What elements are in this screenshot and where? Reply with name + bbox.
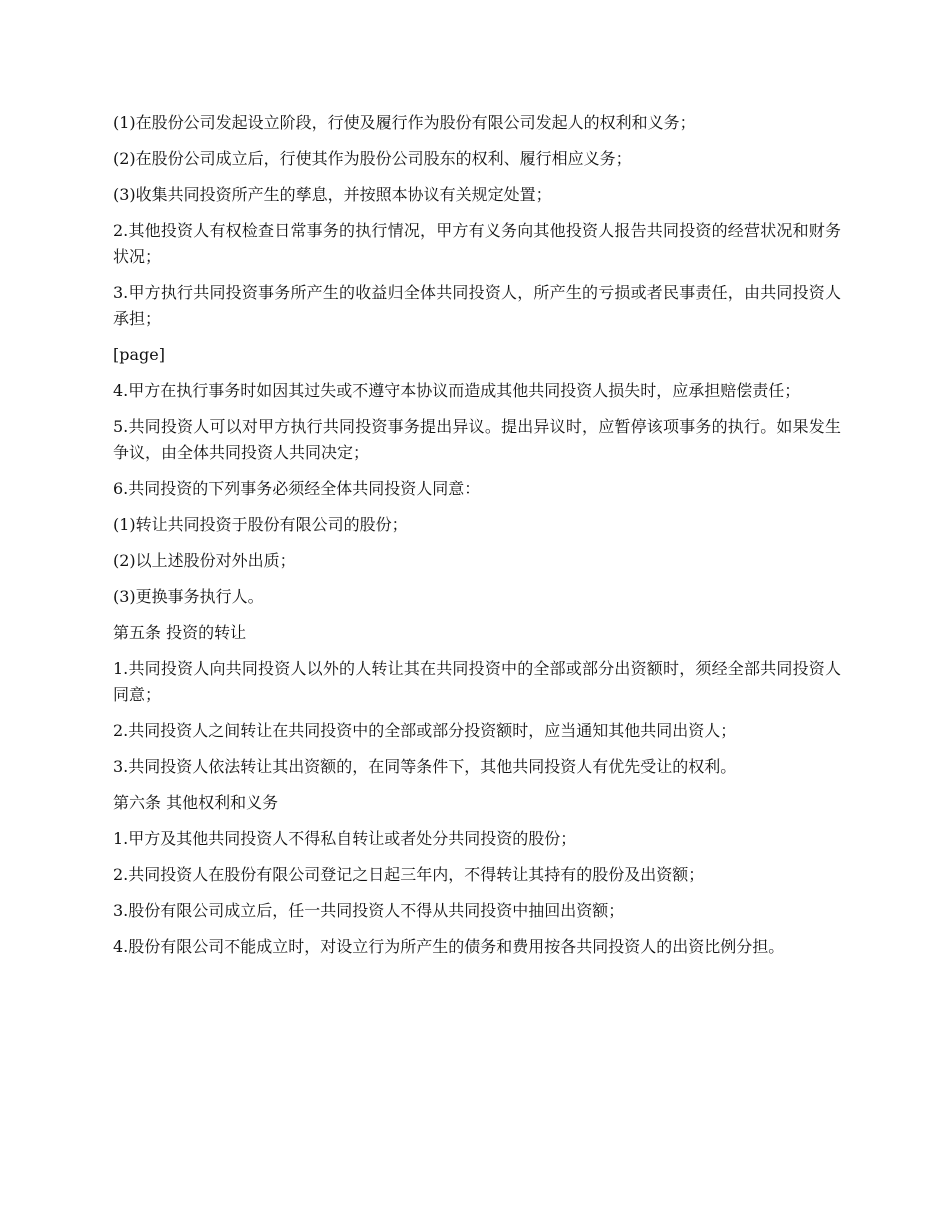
paragraph-inspection-right: 2.其他投资人有权检查日常事务的执行情况，甲方有义务向其他投资人报告共同投资的经营状况和财务状况； bbox=[113, 221, 841, 266]
paragraph-transfer-external: 1.共同投资人向共同投资人以外的人转让其在共同投资中的全部或部分出资额时，须经全部共同投资人同意； bbox=[113, 659, 841, 704]
document-body bbox=[113, 110, 841, 970]
paragraph-consent-item-2: (2)以上述股份对外出质； bbox=[113, 551, 296, 570]
paragraph-clause-item-2: (2)在股份公司成立后，行使其作为股份公司股东的权利、履行相应义务； bbox=[113, 149, 632, 168]
paragraph-lockup-period: 2.共同投资人在股份有限公司登记之日起三年内，不得转让其持有的股份及出资额； bbox=[113, 865, 705, 884]
paragraph-objection: 5.共同投资人可以对甲方执行共同投资事务提出异议。提出异议时，应暂停该项事务的执行。如果发生争议，由全体共同投资人共同决定； bbox=[113, 417, 841, 462]
section-heading-article-6: 第六条 其他权利和义务 bbox=[113, 793, 279, 812]
paragraph-debt-sharing: 4.股份有限公司不能成立时，对设立行为所产生的债务和费用按各共同投资人的出资比例分担。 bbox=[113, 937, 785, 956]
paragraph-transfer-internal: 2.共同投资人之间转让在共同投资中的全部或部分投资额时，应当通知其他共同出资人； bbox=[113, 721, 737, 740]
paragraph-preemptive-right: 3.共同投资人依法转让其出资额的，在同等条件下，其他共同投资人有优先受让的权利。 bbox=[113, 757, 737, 776]
paragraph-consent-item-3: (3)更换事务执行人。 bbox=[113, 587, 264, 606]
paragraph-clause-item-1: (1)在股份公司发起设立阶段，行使及履行作为股份有限公司发起人的权利和义务； bbox=[113, 113, 696, 132]
paragraph-unanimous-consent: 6.共同投资的下列事务必须经全体共同投资人同意： bbox=[113, 479, 481, 498]
paragraph-compensation: 4.甲方在执行事务时如因其过失或不遵守本协议而造成其他共同投资人损失时，应承担赔偿责任； bbox=[113, 381, 801, 400]
paragraph-profit-loss: 3.甲方执行共同投资事务所产生的收益归全体共同投资人，所产生的亏损或者民事责任，由共同投资人承担； bbox=[113, 283, 841, 328]
paragraph-clause-item-3: (3)收集共同投资所产生的孳息，并按照本协议有关规定处置； bbox=[113, 185, 552, 204]
section-heading-article-5: 第五条 投资的转让 bbox=[113, 623, 247, 642]
page-marker: [page] bbox=[113, 345, 165, 364]
paragraph-no-private-transfer: 1.甲方及其他共同投资人不得私自转让或者处分共同投资的股份； bbox=[113, 829, 577, 848]
paragraph-no-withdrawal: 3.股份有限公司成立后，任一共同投资人不得从共同投资中抽回出资额； bbox=[113, 901, 625, 920]
paragraph-consent-item-1: (1)转让共同投资于股份有限公司的股份； bbox=[113, 515, 408, 534]
